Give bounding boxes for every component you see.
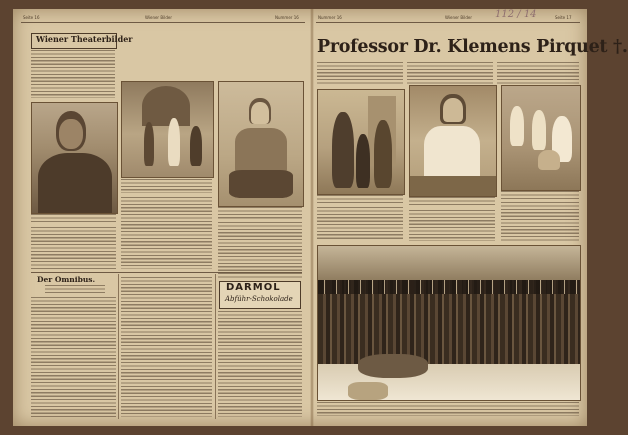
left-header-rule: [21, 22, 305, 23]
actress-caption: [218, 207, 302, 219]
examining-photo-caption: [501, 191, 579, 199]
pirquet-headline: Professor Dr. Klemens Pirquet †.: [317, 37, 628, 57]
omnibus-heading: Der Omnibus.: [37, 275, 96, 284]
darmol-brand: DARMOL: [226, 282, 281, 293]
stage-scene-caption: [121, 179, 212, 193]
stage-scene-photo: [121, 81, 214, 178]
omnibus-subtitle: [45, 285, 105, 293]
left-column-3-lower-text: [218, 311, 302, 417]
left-page-number: Seite 16: [23, 15, 40, 20]
pirquet-with-child-photo: [317, 89, 405, 195]
left-col-divider-1: [118, 274, 119, 419]
left-mid-rule: [31, 272, 302, 273]
pirquet-examining-child-photo: [501, 85, 581, 191]
newspaper-spread: [13, 9, 628, 426]
pirquet-intro-col-2: [407, 62, 493, 86]
right-issue-number: Nummer 16: [318, 15, 342, 20]
omnibus-article-text: [31, 297, 116, 417]
left-masthead: Wiener Bilder: [145, 15, 172, 20]
left-issue-number: Nummer 16: [275, 15, 299, 20]
left-col-divider-2: [215, 274, 216, 419]
desk-photo-caption: [409, 197, 495, 207]
funeral-photo-caption: [317, 402, 579, 416]
theater-intro-text: [31, 50, 115, 98]
handwritten-archive-note: 112 / 14: [495, 9, 537, 20]
pirquet-article-col-2: [409, 210, 495, 241]
center-fold: [310, 9, 314, 426]
right-page-number: Seite 17: [555, 15, 572, 20]
darmol-advert: [219, 281, 301, 309]
left-column-1-text: [31, 227, 116, 269]
pirquet-article-col-3: [501, 202, 579, 241]
right-masthead: Wiener Bilder: [445, 15, 472, 20]
pirquet-article-col-1: [317, 207, 403, 241]
actress-photo: [218, 81, 304, 207]
theater-heading: Wiener Theaterbilder: [36, 34, 133, 44]
child-photo-caption: [317, 195, 403, 203]
omnibus-article-continued: [121, 277, 212, 417]
actor-portrait-photo: [31, 102, 118, 214]
pirquet-at-desk-photo: [409, 85, 497, 197]
left-column-2-text: [121, 197, 212, 269]
darmol-slogan: Abführ-Schokolade: [225, 295, 293, 303]
pirquet-intro-col-1: [317, 62, 403, 86]
funeral-crowd-photo: [317, 245, 581, 401]
right-header-rule: [316, 22, 580, 23]
actor-portrait-caption: [31, 214, 116, 224]
pirquet-intro-col-3: [497, 62, 579, 86]
